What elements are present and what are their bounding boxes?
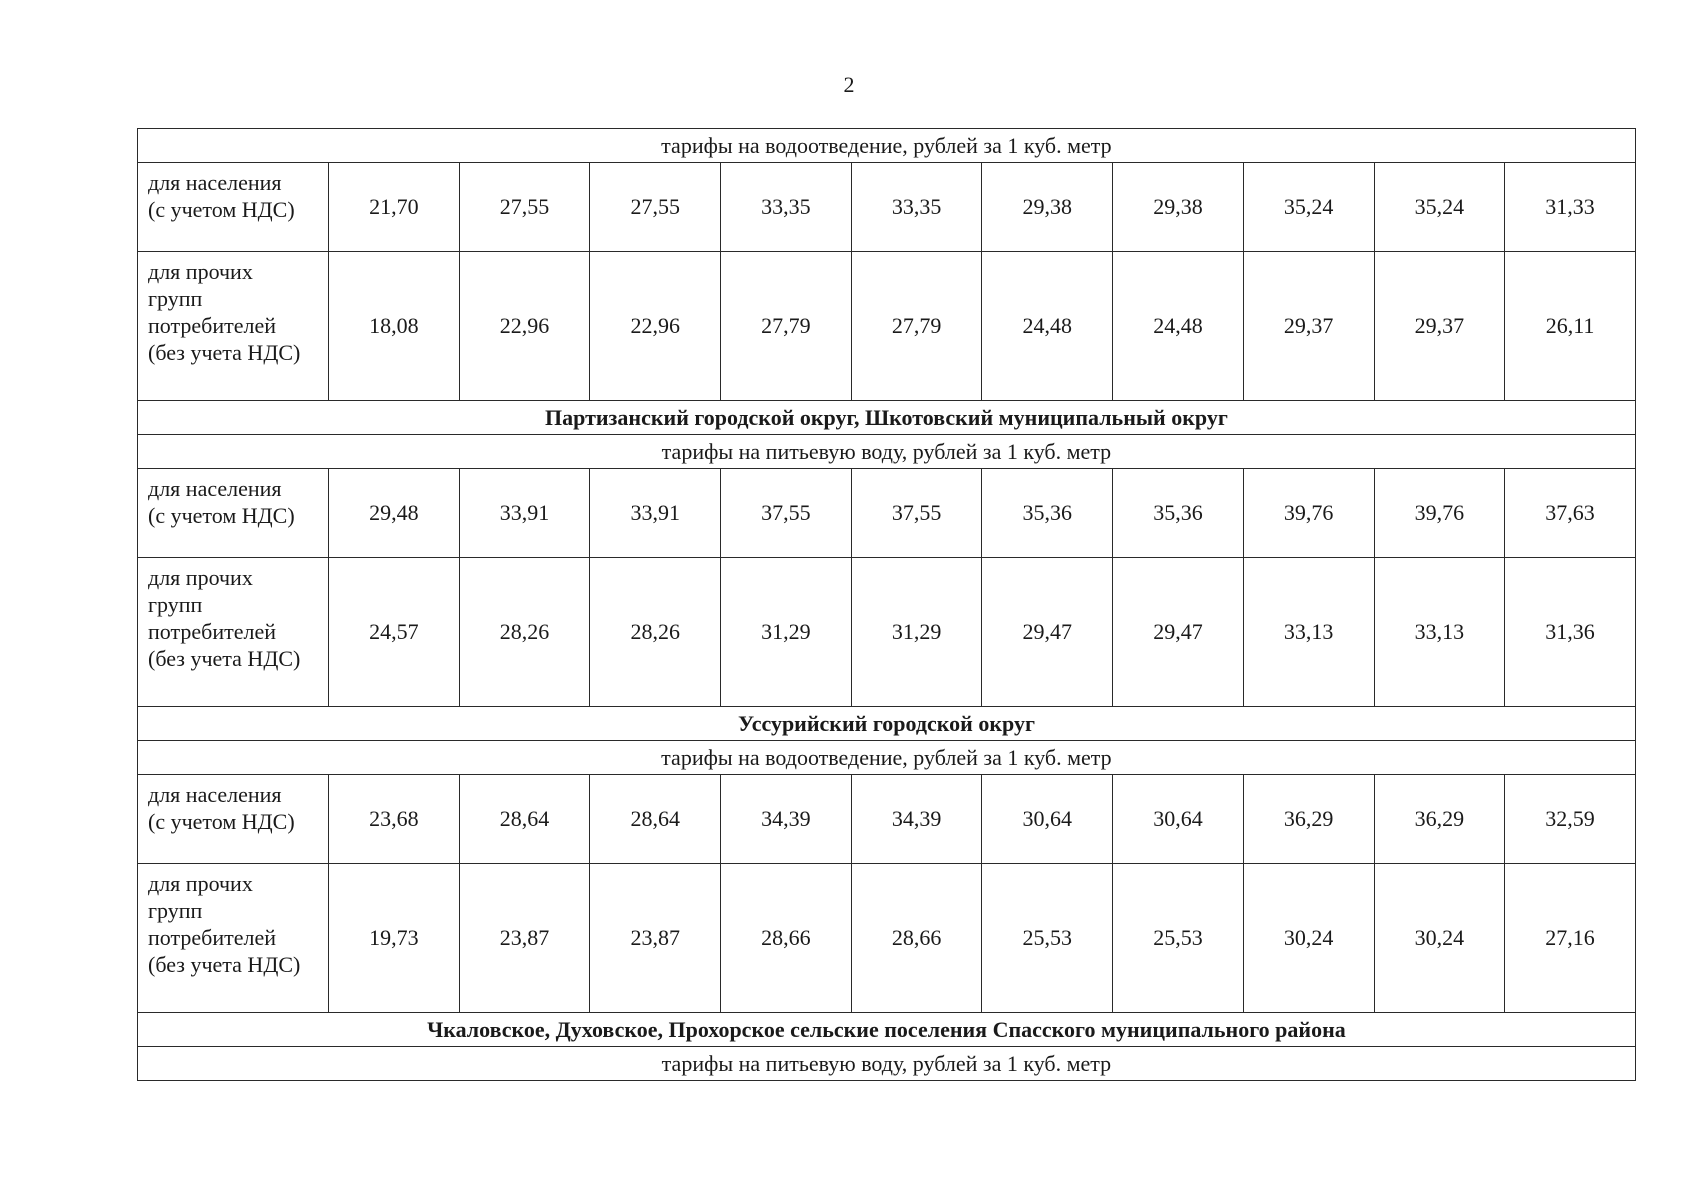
label-line: (с учетом НДС): [148, 503, 295, 528]
tariff-value-cell: 37,63: [1505, 469, 1636, 558]
consumer-group-label: [138, 775, 329, 864]
tariff-value-cell: 29,38: [1113, 163, 1244, 252]
tariff-value-cell: 27,55: [590, 163, 721, 252]
consumer-group-label: [138, 252, 329, 401]
tariff-value-cell: 31,29: [721, 558, 852, 707]
group-heading: Партизанский городской округ, Шкотовский муниципальный округ: [138, 401, 1636, 435]
label-line: (с учетом НДС): [148, 197, 295, 222]
table-row: [138, 775, 1636, 864]
tariff-value-cell: 35,24: [1374, 163, 1505, 252]
tariff-value-cell: 36,29: [1374, 775, 1505, 864]
group-heading-row: [138, 707, 1636, 741]
tariff-value-cell: 28,64: [590, 775, 721, 864]
tariff-value-cell: 31,36: [1505, 558, 1636, 707]
label-line: групп: [148, 898, 203, 923]
tariff-type-row: [138, 1047, 1636, 1081]
tariff-value-cell: 27,79: [721, 252, 852, 401]
tariff-type-heading: тарифы на водоотведение, рублей за 1 куб. метр: [138, 129, 1636, 163]
tariff-value-cell: 23,87: [590, 864, 721, 1013]
group-heading: Чкаловское, Духовское, Прохорское сельские поселения Спасского муниципального района: [138, 1013, 1636, 1047]
tariff-value-cell: 35,36: [1113, 469, 1244, 558]
tariff-type-heading: тарифы на водоотведение, рублей за 1 куб. метр: [138, 741, 1636, 775]
page-number: 2: [843, 72, 855, 97]
label-line: (без учета НДС): [148, 646, 301, 671]
group-heading-row: [138, 1013, 1636, 1047]
tariff-type-heading: тарифы на питьевую воду, рублей за 1 куб. метр: [138, 435, 1636, 469]
label-line: потребителей: [148, 925, 276, 950]
tariff-value-cell: 23,87: [459, 864, 590, 1013]
tariff-value-cell: 34,39: [721, 775, 852, 864]
tariff-value-cell: 29,47: [1113, 558, 1244, 707]
table-row: [138, 469, 1636, 558]
table-row: [138, 252, 1636, 401]
label-line: (с учетом НДС): [148, 809, 295, 834]
label-line: для прочих: [148, 565, 253, 590]
label-line: для населения: [148, 782, 282, 807]
tariff-value-cell: 27,16: [1505, 864, 1636, 1013]
tariff-value-cell: 28,64: [459, 775, 590, 864]
tariff-value-cell: 29,38: [982, 163, 1113, 252]
tariff-value-cell: 30,64: [1113, 775, 1244, 864]
tariff-value-cell: 28,26: [590, 558, 721, 707]
tariff-value-cell: 21,70: [329, 163, 460, 252]
tariff-type-row: [138, 129, 1636, 163]
tariff-value-cell: 29,47: [982, 558, 1113, 707]
tariff-value-cell: 27,79: [851, 252, 982, 401]
consumer-group-label: [138, 469, 329, 558]
tariff-type-row: [138, 435, 1636, 469]
tariff-value-cell: 26,11: [1505, 252, 1636, 401]
tariff-value-cell: 33,91: [459, 469, 590, 558]
tariff-value-cell: 31,29: [851, 558, 982, 707]
tariff-value-cell: 32,59: [1505, 775, 1636, 864]
tariff-value-cell: 23,68: [329, 775, 460, 864]
tariff-value-cell: 24,48: [982, 252, 1113, 401]
label-line: потребителей: [148, 619, 276, 644]
consumer-group-label: [138, 558, 329, 707]
label-line: для населения: [148, 476, 282, 501]
tariff-value-cell: 28,66: [721, 864, 852, 1013]
tariff-value-cell: 30,24: [1374, 864, 1505, 1013]
tariff-value-cell: 27,55: [459, 163, 590, 252]
table-row: [138, 163, 1636, 252]
tariff-value-cell: 31,33: [1505, 163, 1636, 252]
tariff-value-cell: 33,13: [1374, 558, 1505, 707]
tariff-value-cell: 39,76: [1243, 469, 1374, 558]
tariff-value-cell: 22,96: [590, 252, 721, 401]
tariff-value-cell: 29,37: [1374, 252, 1505, 401]
label-line: групп: [148, 592, 203, 617]
tariff-type-row: [138, 741, 1636, 775]
tariff-value-cell: 39,76: [1374, 469, 1505, 558]
tariff-value-cell: 19,73: [329, 864, 460, 1013]
consumer-group-label: [138, 864, 329, 1013]
tariff-value-cell: 36,29: [1243, 775, 1374, 864]
label-line: групп: [148, 286, 203, 311]
tariff-value-cell: 30,24: [1243, 864, 1374, 1013]
tariff-value-cell: 24,48: [1113, 252, 1244, 401]
tariff-value-cell: 25,53: [1113, 864, 1244, 1013]
label-line: для прочих: [148, 259, 253, 284]
tariff-value-cell: 33,35: [721, 163, 852, 252]
label-line: (без учета НДС): [148, 952, 301, 977]
group-heading: Уссурийский городской округ: [138, 707, 1636, 741]
tariff-table-body: [138, 129, 1636, 1081]
tariff-table: [137, 128, 1636, 1081]
group-heading-row: [138, 401, 1636, 435]
tariff-value-cell: 29,37: [1243, 252, 1374, 401]
tariff-value-cell: 30,64: [982, 775, 1113, 864]
table-row: [138, 558, 1636, 707]
tariff-type-heading: тарифы на питьевую воду, рублей за 1 куб. метр: [138, 1047, 1636, 1081]
tariff-value-cell: 24,57: [329, 558, 460, 707]
tariff-value-cell: 33,91: [590, 469, 721, 558]
tariff-value-cell: 33,35: [851, 163, 982, 252]
tariff-value-cell: 35,24: [1243, 163, 1374, 252]
label-line: (без учета НДС): [148, 340, 301, 365]
tariff-value-cell: 37,55: [851, 469, 982, 558]
tariff-value-cell: 28,26: [459, 558, 590, 707]
tariff-value-cell: 25,53: [982, 864, 1113, 1013]
table-row: [138, 864, 1636, 1013]
label-line: для прочих: [148, 871, 253, 896]
tariff-value-cell: 18,08: [329, 252, 460, 401]
tariff-value-cell: 22,96: [459, 252, 590, 401]
label-line: потребителей: [148, 313, 276, 338]
tariff-value-cell: 33,13: [1243, 558, 1374, 707]
tariff-value-cell: 34,39: [851, 775, 982, 864]
tariff-value-cell: 35,36: [982, 469, 1113, 558]
tariff-value-cell: 28,66: [851, 864, 982, 1013]
tariff-value-cell: 29,48: [329, 469, 460, 558]
consumer-group-label: [138, 163, 329, 252]
label-line: для населения: [148, 170, 282, 195]
tariff-value-cell: 37,55: [721, 469, 852, 558]
